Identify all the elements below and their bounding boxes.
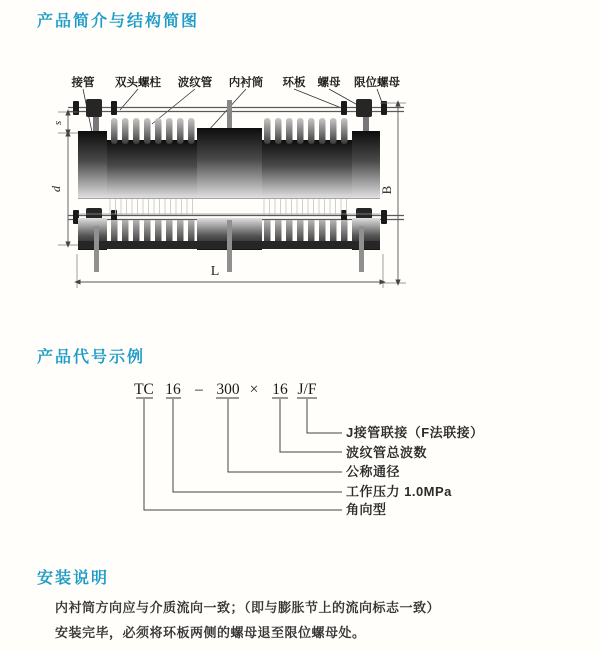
bellows-bump: [166, 118, 173, 144]
product-code-diagram: [118, 376, 498, 531]
bellows-bump: [275, 118, 282, 144]
part-label-xianweiluomu: 限位螺母: [354, 77, 400, 89]
dim-label-s: s: [52, 120, 64, 126]
section-title-intro: 产品简介与结构简图: [37, 13, 200, 30]
dim-label-L: L: [210, 264, 220, 279]
bellows-bump: [177, 118, 184, 144]
bellows-bump: [319, 118, 326, 144]
part-label-jieguan: 接管: [71, 77, 95, 89]
bellows-bump: [330, 118, 337, 144]
callout-connection: J接管联接（F法联接）: [346, 425, 484, 440]
callout-angular-type: 角向型: [346, 502, 387, 517]
install-note-line1: 内衬筒方向应与介质流向一致；（即与膨胀节上的流向标志一致）: [55, 600, 441, 615]
bellows-bump: [188, 118, 195, 144]
part-label-luomu: 螺母: [317, 77, 341, 89]
code-segment-type: TC: [134, 381, 154, 398]
callout-wave-count: 波纹管总波数: [346, 445, 428, 460]
code-segment-connection: J/F: [297, 381, 317, 398]
part-label-huanban: 环板: [282, 77, 306, 89]
code-segment-dash: –: [195, 381, 203, 398]
code-segment-times: ×: [249, 381, 259, 398]
bellows-bump: [341, 118, 348, 144]
code-segment-pressure: 16: [165, 381, 181, 398]
section-title-install: 安装说明: [37, 570, 110, 587]
code-segment-diameter: 300: [216, 381, 240, 398]
bore-gap-lines: [110, 199, 347, 215]
callout-working-pressure: 工作压力 1.0MPa: [346, 484, 452, 499]
bellows-bump: [144, 118, 151, 144]
bellows-bump: [264, 118, 271, 144]
code-segment-waves: 16: [272, 381, 288, 398]
part-label-neichentong: 内衬筒: [228, 77, 264, 89]
bellows-bump: [111, 118, 118, 144]
part-label-bowenguan: 波纹管: [177, 77, 213, 89]
bellows-bump: [286, 118, 293, 144]
code-connector-lines: [144, 399, 342, 510]
dim-label-d: d: [49, 186, 63, 192]
expansion-joint-structure-diagram: [30, 62, 490, 312]
dim-label-B: B: [379, 185, 394, 195]
bellows-bump: [297, 118, 304, 144]
callout-nominal-diameter: 公称通径: [346, 464, 401, 479]
section-title-product-code: 产品代号示例: [37, 349, 146, 366]
install-note-line2: 安装完毕，必须将环板两侧的螺母退至限位螺母处。: [55, 625, 366, 640]
code-segments: [134, 381, 317, 398]
part-label-shuangtouluozhu: 双头螺柱: [115, 77, 161, 89]
bellows-bump: [155, 118, 162, 144]
part-labels: [71, 75, 401, 89]
bellows-bump: [122, 118, 129, 144]
bellows-bump: [308, 118, 315, 144]
code-callouts: [346, 425, 484, 517]
bellows-bump: [133, 118, 140, 144]
